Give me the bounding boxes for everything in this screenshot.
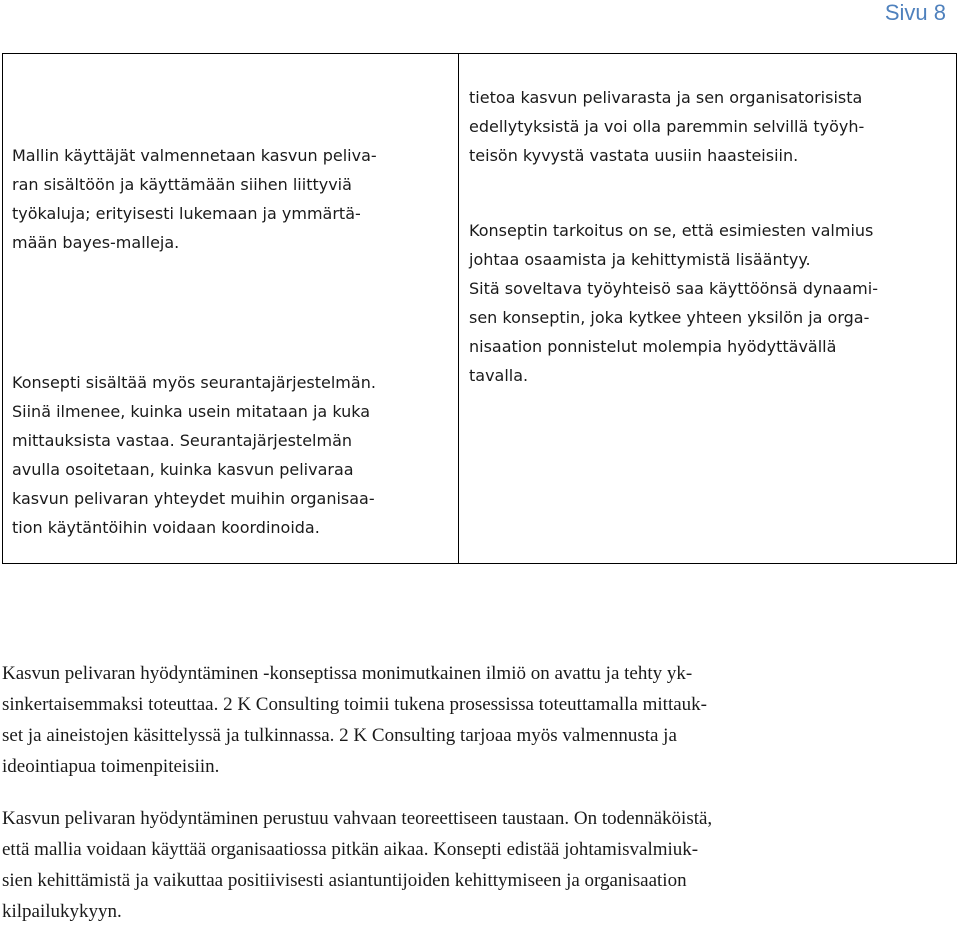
page-number: Sivu 8	[884, 0, 946, 25]
table-column-divider	[458, 54, 459, 563]
body-paragraph-1: Kasvun pelivaran hyödyntäminen -konseptissa monimutkainen ilmiö on avattu ja tehty yk- sinkertaisemmaksi toteuttaa. 2 K Consulting toimii tukena prosessissa toteuttamalla mittauk- set ja aineistojen käsittelyssä ja tulkinnassa. 2 K Consulting tarjoaa myös valmennusta ja ideointiapua toimenpiteisiin.	[2, 663, 707, 777]
content-table	[2, 53, 957, 564]
body-paragraph-2: Kasvun pelivaran hyödyntäminen perustuu vahvaan teoreettiseen taustaan. On todennäköistä, että mallia voidaan käyttää organisaatiossa pitkän aikaa. Konsepti edistää johtamisvalmiuk- sien kehittämistä ja vaikuttaa positiivisesti asiantuntijoiden kehittymiseen ja organisaation kilpailukykyyn.	[2, 808, 713, 922]
table-cell-left-top: Mallin käyttäjät valmennetaan kasvun peliva- ran sisältöön ja käyttämään siihen liittyviä työkaluja; erityisesti lukemaan ja ymmärtä- mään bayes-malleja.	[12, 146, 377, 252]
table-cell-right	[469, 54, 954, 419]
table-cell-left-bottom: Konsepti sisältää myös seurantajärjestelmän. Siinä ilmenee, kuinka usein mitataan ja kuka mittauksista vastaa. Seurantajärjestelmän avulla osoitetaan, kuinka kasvun pelivaraa kasvun pelivaran yhteydet muihin organisaa- tion käytäntöihin voidaan koordinoida.	[12, 373, 376, 537]
table-cell-right-paragraph-1: tietoa kasvun pelivarasta ja sen organisatorisista edellytyksistä ja voi olla paremmin selvillä työyh- teisön kyvystä vastata uusiin haasteisiin.	[469, 88, 865, 165]
table-cell-right-paragraph-2: Konseptin tarkoitus on se, että esimiesten valmius johtaa osaamista ja kehittymistä lisääntyy. Sitä soveltava työyhteisö saa käyttöönsä dynaami- sen konseptin, joka kytkee yhteen yksilön ja orga- nisaation ponnistelut molempia hyödyttävällä tavalla.	[469, 221, 878, 385]
